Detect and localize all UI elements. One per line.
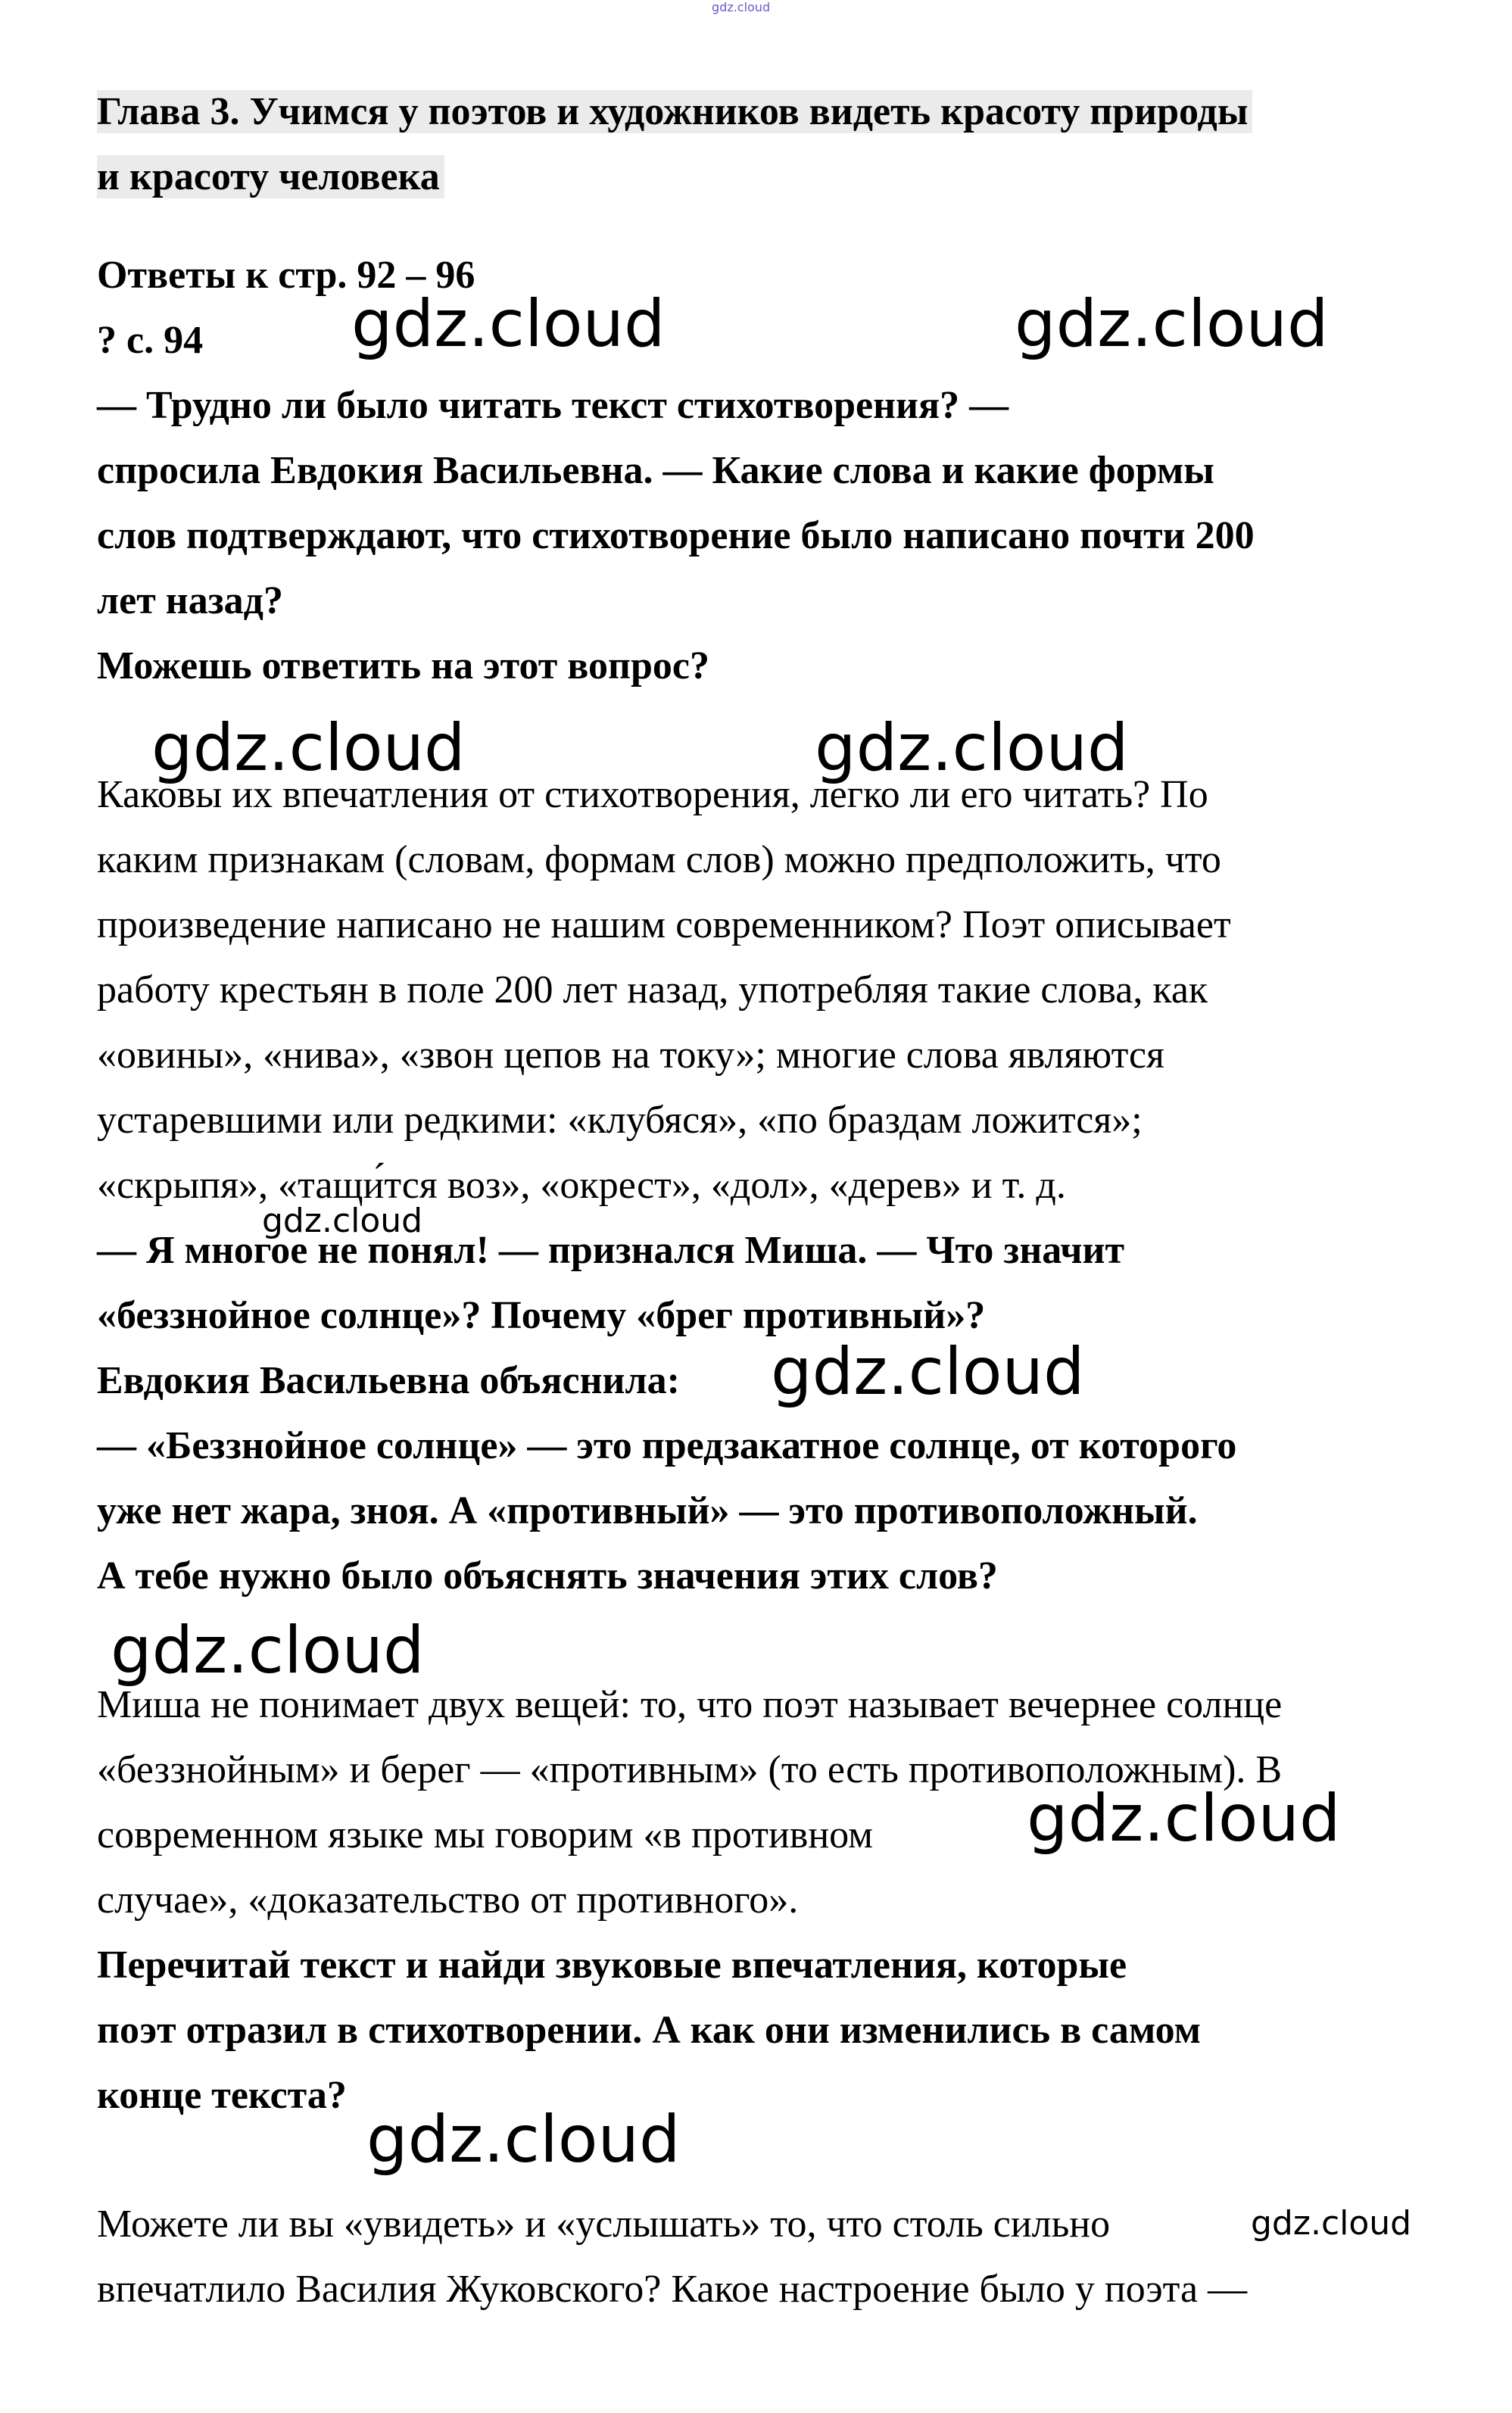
answers-heading: Ответы к стр. 92 – 96: [97, 254, 475, 297]
question3-line: Перечитай текст и найди звуковые впечатления, которые: [97, 1944, 1127, 1987]
watermark: gdz.cloud: [366, 2102, 681, 2178]
watermark: gdz.cloud: [111, 1613, 425, 1688]
watermark: gdz.cloud: [351, 286, 666, 362]
watermark: gdz.cloud: [262, 1202, 423, 1240]
question1-line: Можешь ответить на этот вопрос?: [97, 644, 709, 687]
question2-line: уже нет жара, зноя. А «противный» — это противоположный.: [97, 1489, 1198, 1532]
question2-line: А тебе нужно было объяснять значения этих слов?: [97, 1554, 998, 1598]
question3-line: конце текста?: [97, 2074, 347, 2117]
question1-line: спросила Евдокия Васильевна. — Какие слова и какие формы: [97, 449, 1214, 492]
chapter-title-line-2: и красоту человека: [97, 154, 444, 200]
page-reference: ? с. 94: [97, 319, 204, 362]
answer1-line: Каковы их впечатления от стихотворения, легко ли его читать? По: [97, 773, 1208, 816]
question1-line: — Трудно ли было читать текст стихотворения? —: [97, 384, 1009, 427]
question2-line: «беззнойное солнце»? Почему «брег противный»?: [97, 1294, 986, 1337]
question1-line: лет назад?: [97, 579, 283, 622]
question2-line: — «Беззнойное солнце» — это предзакатное солнце, от которого: [97, 1424, 1237, 1467]
chapter-title-line-1: Глава 3. Учимся у поэтов и художников видеть красоту природы: [97, 89, 1252, 135]
watermark: gdz.cloud: [1251, 2204, 1412, 2243]
answer1-line: устаревшими или редкими: «клубяся», «по браздам ложится»;: [97, 1099, 1143, 1142]
answer2-line: «беззнойным» и берег — «противным» (то есть противоположным). В: [97, 1748, 1283, 1791]
answer3-line: Можете ли вы «увидеть» и «услышать» то, что столь сильно: [97, 2203, 1111, 2246]
answer1-line: каким признакам (словам, формам слов) можно предположить, что: [97, 838, 1221, 881]
answer1-line: «овины», «нива», «звон цепов на току»; многие слова являются: [97, 1033, 1164, 1077]
watermark: gdz.cloud: [771, 1334, 1085, 1410]
question2-line: — Я многое не понял! — признался Миша. — Что значит: [97, 1229, 1125, 1272]
watermark: gdz.cloud: [815, 710, 1129, 786]
question1-line: слов подтверждают, что стихотворение было написано почти 200: [97, 514, 1255, 557]
question2-line: Евдокия Васильевна объяснила:: [97, 1359, 680, 1402]
answer3-line: впечатлило Василия Жуковского? Какое настроение было у поэта —: [97, 2268, 1248, 2311]
top-watermark: gdz.cloud: [712, 0, 771, 14]
answer1-line: произведение написано не нашим современником? Поэт описывает: [97, 903, 1231, 946]
answer2-line: современном языке мы говорим «в противном: [97, 1813, 874, 1857]
watermark: gdz.cloud: [1027, 1781, 1341, 1857]
answer1-line: работу крестьян в поле 200 лет назад, употребляя такие слова, как: [97, 968, 1208, 1012]
watermark: gdz.cloud: [1015, 286, 1329, 362]
watermark: gdz.cloud: [151, 710, 466, 786]
answer2-line: случае», «доказательство от противного».: [97, 1878, 799, 1922]
answer1-line: «скрыпя», «тащи́тся воз», «окрест», «дол», «дерев» и т. д.: [97, 1164, 1066, 1207]
question3-line: поэт отразил в стихотворении. А как они изменились в самом: [97, 2009, 1202, 2052]
answer2-line: Миша не понимает двух вещей: то, что поэт называет вечернее солнце: [97, 1683, 1283, 1726]
